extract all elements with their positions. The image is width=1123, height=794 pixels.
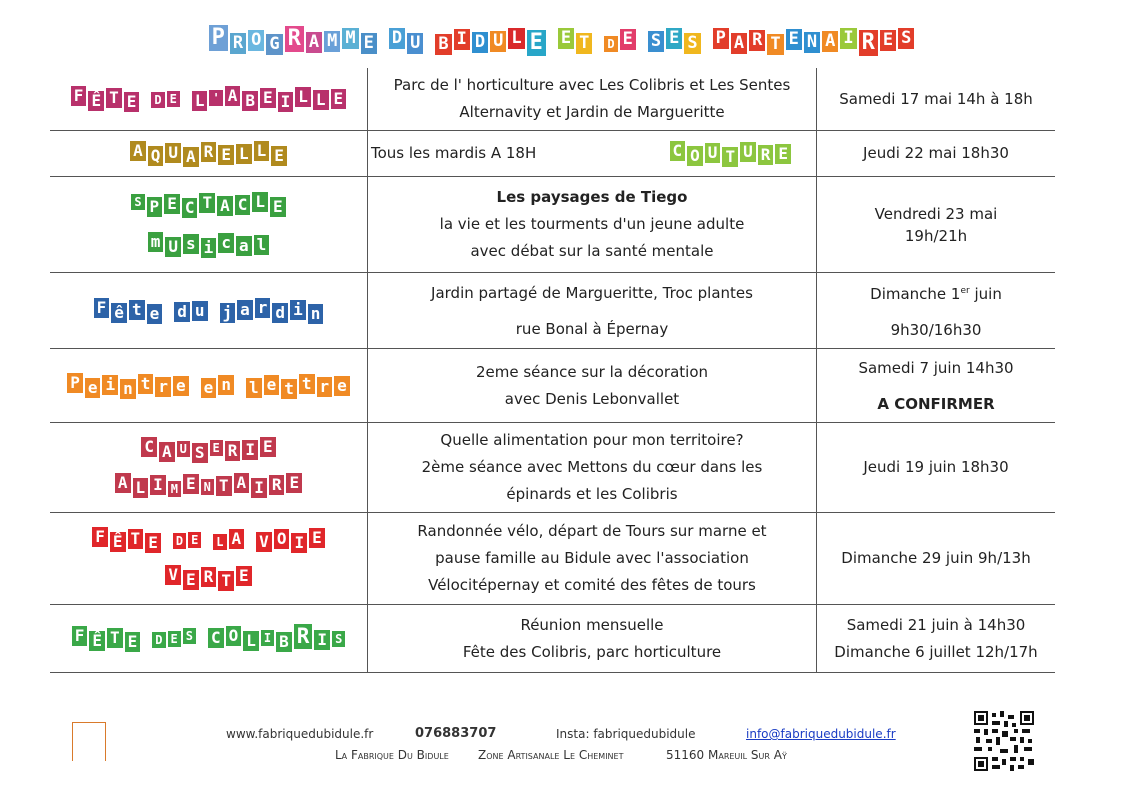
letter-tile: E [620,29,636,50]
letter-tile: E [183,570,199,590]
date-line: Dimanche 29 juin 9h/13h [841,549,1031,567]
letter-tile: E [167,91,180,107]
email-link[interactable]: info@fabriquedubidule.fr [746,727,896,741]
letter-tile: e [147,304,163,324]
letter-tile: e [201,378,217,398]
letter-tile: L [508,28,524,49]
date-cell [817,68,1056,131]
date-cell [817,131,1056,177]
letter-tile: ê [111,303,127,323]
description-line: pause famille au Bidule avec l'association [435,549,749,567]
letter-tile: A [234,473,250,493]
event-title-fete-abeille [70,86,347,111]
description-cell [368,605,817,673]
table-row [50,513,1055,605]
letter-tile: A [822,31,838,52]
table-row [50,273,1055,349]
letter-tile: E [786,29,802,50]
letter-tile: e [264,375,280,395]
letter-tile: S [131,194,144,210]
letter-tile: A [183,147,199,167]
letter-tile: C [235,195,251,215]
letter-tile: T [576,33,592,54]
table-row [50,423,1055,513]
letter-tile: d [272,303,288,323]
description-line: avec Denis Lebonvallet [504,389,680,408]
date-line: Vendredi 23 mai [874,204,998,223]
letter-tile: E [183,474,199,494]
letter-tile: B [276,632,292,652]
letter-tile: R [201,142,217,162]
event-name-cell [50,513,368,605]
letter-tile [424,31,434,50]
description-line: Jardin partagé de Margueritte, Troc plantes [431,283,753,302]
letter-tile: I [150,475,166,495]
letter-tile: U [165,237,181,257]
letter-tile: e [85,378,101,398]
letter-tile: E [260,437,276,457]
letter-tile: E [331,89,347,109]
letter-tile [209,301,219,319]
description-line: Vélocitépernay et comité des fêtes de tours [428,576,756,594]
letter-tile: I [278,92,294,112]
letter-tile: R [294,624,313,649]
letter-tile: R [269,475,285,495]
letter-tile: I [454,29,470,50]
letter-tile: E [260,88,276,108]
description-line: Randonnée vélo, départ de Tours sur marne et [417,522,767,540]
letter-tile: E [309,528,325,548]
letter-tile: r [317,377,333,397]
event-title-aquarelle [129,140,288,166]
letter-tile: N [201,479,214,495]
title-tiles [208,25,916,55]
event-title-musical [147,225,270,265]
table-row [50,605,1055,673]
letter-tile: E [164,194,180,214]
letter-tile: E [124,92,140,112]
letter-tile: C [670,141,686,161]
event-name-cell [50,605,368,673]
letter-tile [235,376,245,394]
letter-tile [378,31,388,50]
letter-tile [202,521,212,559]
event-name-cell [50,349,368,423]
letter-tile: L [213,534,226,550]
phone-number: 0768837​07 [415,726,497,741]
page-title [0,25,1123,55]
letter-tile: T [199,193,215,213]
letter-tile: E [125,632,141,652]
letter-tile: V [165,565,181,585]
table-row [50,68,1055,131]
description-line: Réunion mensuelle [520,615,664,634]
letter-tile [141,629,151,647]
description-line: rue Bonal à Épernay [515,319,669,338]
description-line: épinards et les Colibris [506,485,678,503]
date-cell [817,349,1056,423]
description-line: Quelle alimentation pour mon territoire? [440,431,744,449]
letter-tile: R [859,30,878,56]
letter-tile: S [648,31,664,52]
date-line: 9h30/16h30 [890,321,982,339]
event-title-couture [669,140,792,167]
letter-tile: D [173,533,186,549]
date-line: Samedi 21 juin à 14h30 [846,615,1026,634]
event-title-fete-voie [91,521,325,559]
letter-tile: E [188,532,201,548]
letter-tile: E [145,533,161,553]
event-title-causerie [140,432,276,468]
date-cell [817,513,1056,605]
letter-tile: Ê [88,91,104,111]
letter-tile: F [71,86,87,106]
letter-tile: O [248,30,264,51]
letter-tile: I [242,440,258,460]
event-title-spectacle [130,185,286,225]
letter-tile: I [251,478,267,498]
letter-tile: S [183,628,196,644]
table-row [50,131,1055,177]
letter-tile: D [604,36,617,52]
letter-tile: U [740,142,756,162]
letter-tile: l [246,378,262,398]
date-line: Jeudi 19 juin 18h30 [863,458,1009,476]
letter-tile: F [92,527,108,547]
letter-tile: C [182,198,198,218]
event-name-cell [50,273,368,349]
date-line: 19h/21h [904,226,968,245]
letter-tile: u [192,301,208,321]
letter-tile: R [285,26,304,52]
letter-tile: V [256,532,272,552]
description-line: Tous les mardis A 18H [371,144,537,162]
letter-tile: s [183,234,199,254]
letter-tile: E [218,145,234,165]
event-name-cell [50,68,368,131]
letter-tile: e [334,376,350,396]
letter-tile: Ê [89,631,105,651]
letter-tile: A [130,141,146,161]
letter-tile: O [687,146,703,166]
description-line: Fête des Colibris, parc horticulture [462,642,722,661]
letter-tile: R [758,145,774,165]
date-sup: er [960,286,970,296]
description-line: 2eme séance sur la décoration [475,362,709,381]
letter-tile: T [722,147,738,167]
letter-tile: S [332,631,345,647]
letter-tile: F [94,298,110,318]
event-title-verte [164,559,252,597]
event-name-cell [50,177,368,273]
letter-tile: L [313,90,329,110]
address-zone: Zone Artisanale Le Cheminet [478,748,624,762]
letter-tile: A [217,196,233,216]
decorative-frame [72,722,106,761]
letter-tile: E [666,28,682,49]
letter-tile: E [880,30,896,51]
letter-tile: ' [209,90,222,106]
letter-tile: L [254,141,270,161]
letter-tile: P [147,197,163,217]
description-line: avec débat sur la santé mentale [470,242,714,260]
letter-tile [593,31,603,50]
letter-tile: D [472,32,488,53]
letter-tile: n [218,375,234,395]
letter-tile: S [684,33,700,54]
letter-tile: G [266,34,282,55]
letter-tile: R [201,567,217,587]
date-status: A CONFIRMER [877,394,995,413]
letter-tile: D [389,28,405,49]
letter-tile [637,31,647,50]
letter-tile: j [220,303,236,323]
description-cell [368,273,817,349]
address-city: 51160 Mareuil Sur Aÿ [666,748,787,762]
letter-tile: U [490,31,506,52]
date-cell [817,605,1056,673]
letter-tile: I [314,630,330,650]
letter-tile: C [141,437,157,457]
event-title-peintre-en-lettre [66,372,351,398]
letter-tile: T [128,529,144,549]
letter-tile: P [713,28,729,49]
letter-tile: B [242,91,258,111]
letter-tile: U [407,33,423,54]
letter-tile: L [243,631,259,651]
letter-tile: Q [148,146,164,166]
letter-tile: P [209,25,228,51]
letter-tile: A [229,529,245,549]
letter-tile: n [120,379,136,399]
insta-handle: Insta: fabriquedubidule [556,727,696,741]
letter-tile: R [225,441,241,461]
letter-tile: I [840,28,856,49]
letter-tile: E [271,146,287,166]
date-tail: juin [969,285,1002,303]
description-cell [368,349,817,423]
table-row [50,349,1055,423]
event-title-fete-colibris [71,626,347,651]
letter-tile: E [775,144,791,164]
letter-tile: S [898,28,914,49]
letter-tile: t [299,374,315,394]
letter-tile: e [173,376,189,396]
letter-tile: i [201,238,217,258]
letter-tile: l [254,235,270,255]
letter-tile: D [151,92,164,108]
letter-tile: P [67,373,83,393]
letter-tile: O [274,529,290,549]
description-title: Les paysages de Tiego [496,188,688,206]
letter-tile: c [218,233,234,253]
qr-code-icon[interactable] [974,711,1034,771]
date-main: Dimanche 1 [870,285,961,303]
letter-tile: a [236,236,252,256]
event-name-cell [50,131,368,177]
letter-tile: U [705,143,721,163]
letter-tile: E [361,33,377,54]
description-cell [368,513,817,605]
table-row [50,177,1055,273]
letter-tile: I [261,630,274,646]
letter-tile: A [731,33,747,54]
letter-tile: L [252,192,268,212]
letter-tile: L [295,87,311,107]
date-cell [817,423,1056,513]
description-line: Parc de l' horticulture avec Les Colibris et Les Sentes [393,76,791,94]
description-cell [368,177,817,273]
date-line: Jeudi 22 mai 18h30 [863,144,1009,162]
letter-tile: n [308,304,324,324]
letter-tile: S [192,443,208,463]
letter-tile: T [106,88,122,108]
letter-tile [190,376,200,394]
letter-tile: I [291,533,307,553]
letter-tile [163,301,173,319]
description-cell [368,423,817,513]
letter-tile: M [324,31,340,52]
website-link[interactable]: www.fabriquedubidule.fr [226,727,374,741]
letter-tile: U [177,441,190,457]
letter-tile: E [286,473,302,493]
letter-tile: T [767,34,783,55]
letter-tile: F [72,626,88,646]
letter-tile: C [208,628,224,648]
letter-tile [547,31,557,50]
letter-tile: R [749,30,765,51]
letter-tile: U [165,143,181,163]
letter-tile [162,521,172,559]
letter-tile: A [306,32,322,53]
letter-tile: O [226,626,242,646]
letter-tile: a [237,300,253,320]
letter-tile: t [129,300,145,320]
letter-tile: E [210,440,223,456]
letter-tile: L [236,144,252,164]
letter-tile: R [230,33,246,54]
letter-tile: A [159,442,175,462]
letter-tile: L [192,91,208,111]
letter-tile [197,629,207,647]
letter-tile: E [236,566,252,586]
description-line: Alternavity et Jardin de Margueritte [459,103,725,121]
letter-tile: A [115,473,131,493]
date-cell [817,273,1056,349]
letter-tile: m [148,232,164,252]
letter-tile: M [342,28,358,49]
description-cell [368,131,817,177]
letter-tile: T [107,628,123,648]
letter-tile: d [174,302,190,322]
schedule-table [50,68,1055,673]
letter-tile: L [133,478,149,498]
letter-tile: r [155,377,171,397]
letter-tile: T [216,476,232,496]
date-line: Samedi 7 juin 14h30 [858,358,1014,377]
letter-tile: M [168,481,181,497]
letter-tile [702,31,712,50]
date-line: Dimanche 6 juillet 12h/17h [834,642,1038,661]
letter-tile: r [255,298,271,318]
letter-tile [245,521,255,559]
letter-tile: i [102,375,118,395]
letter-tile: B [435,34,451,55]
event-title-alimentaire [114,468,303,504]
letter-tile: E [558,28,574,49]
event-name-cell [50,423,368,513]
letter-tile: E [527,30,546,56]
date-cell [817,177,1056,273]
letter-tile: t [138,374,154,394]
description-line: 2ème séance avec Mettons du cœur dans les [421,458,763,476]
letter-tile: D [152,632,165,648]
letter-tile: Ê [110,532,126,552]
date-line: Samedi 17 mai 14h à 18h [839,89,1033,108]
org-name: La Fabrique Du Bidule [335,748,449,762]
letter-tile [181,90,191,108]
description-cell [368,68,817,131]
letter-tile: t [281,379,297,399]
date-line [817,273,1055,312]
letter-tile: E [168,631,181,647]
letter-tile: T [218,571,234,591]
letter-tile: i [290,300,306,320]
letter-tile: A [225,86,241,106]
letter-tile: E [270,197,286,217]
event-title-fete-jardin [93,297,325,323]
letter-tile [140,90,150,108]
letter-tile: N [804,32,820,53]
description-line: la vie et les tourments d'un jeune adulte [439,215,745,233]
